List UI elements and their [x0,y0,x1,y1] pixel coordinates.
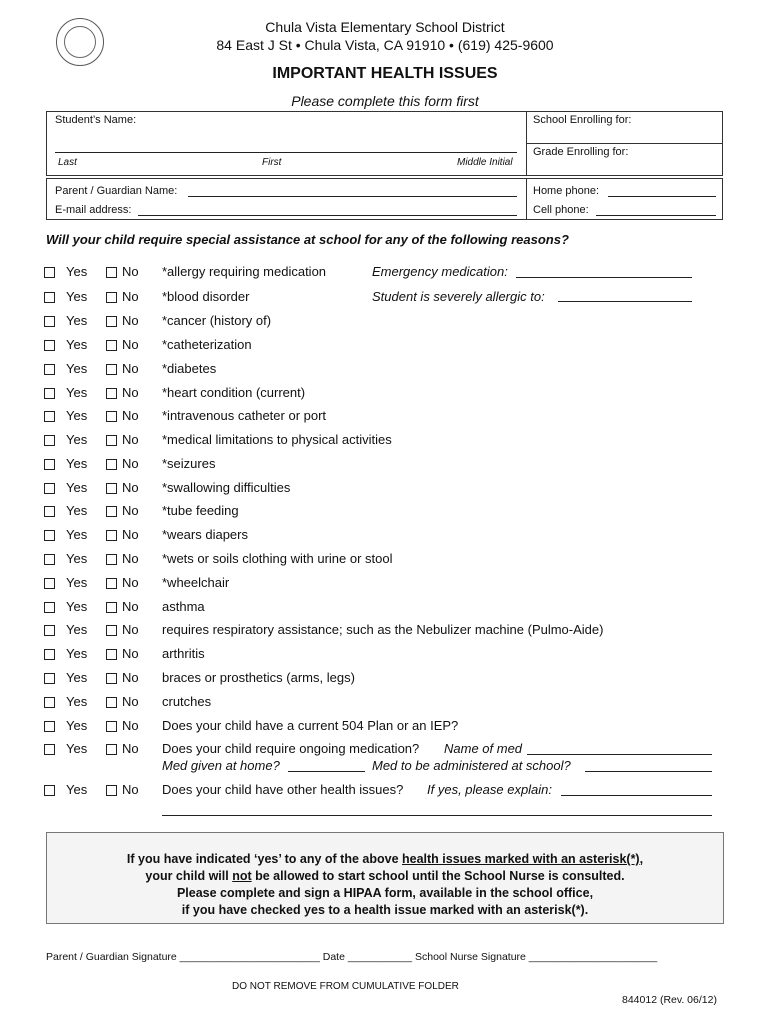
no-label: No [122,480,139,495]
form-number: 844012 (Rev. 06/12) [622,994,717,1006]
emergency-medication-label: Emergency medication: [372,264,508,279]
parent-name-label: Parent / Guardian Name: [55,185,178,197]
condition-label: arthritis [162,646,205,661]
condition-label: *wheelchair [162,575,230,590]
condition-label: *tube feeding [162,503,239,518]
cell-phone-line[interactable] [596,215,716,216]
no-label: No [122,408,139,423]
yes-label: Yes [66,480,88,495]
school-enrolling-label: School Enrolling for: [533,114,632,126]
notice-line-4: if you have checked yes to a health issue marked with an asterisk(*). [181,903,589,917]
no-checkbox[interactable] [106,364,117,375]
no-label: No [122,599,139,614]
no-label: No [122,313,139,328]
explain-line-1[interactable] [561,795,712,796]
no-checkbox[interactable] [106,459,117,470]
yes-label: Yes [66,622,88,637]
no-checkbox[interactable] [106,530,117,541]
no-checkbox[interactable] [106,721,117,732]
cell-phone-label: Cell phone: [533,204,589,216]
yes-label: Yes [66,551,88,566]
yes-checkbox[interactable] [44,554,55,565]
yes-checkbox[interactable] [44,459,55,470]
last-name-label: Last [58,157,77,168]
email-line[interactable] [138,215,517,216]
parent-name-line[interactable] [188,196,517,197]
yes-label: Yes [66,694,88,709]
no-label: No [122,456,139,471]
severe-allergy-line[interactable] [558,301,692,302]
condition-label: crutches [162,694,212,709]
name-of-med-label: Name of med [444,741,523,756]
yes-checkbox[interactable] [44,267,55,278]
yes-label: Yes [66,718,88,733]
yes-label: Yes [66,503,88,518]
form-title: IMPORTANT HEALTH ISSUES [272,65,498,82]
no-checkbox[interactable] [106,435,117,446]
assistance-question: Will your child require special assistance at school for any of the following reasons? [46,232,569,247]
condition-label: *intravenous catheter or port [162,408,327,423]
condition-label: *cancer (history of) [162,313,272,328]
grade-enrolling-label: Grade Enrolling for: [533,146,629,158]
student-name-label: Student’s Name: [55,114,137,126]
name-of-med-line[interactable] [527,754,712,755]
yes-checkbox[interactable] [44,435,55,446]
yes-checkbox[interactable] [44,721,55,732]
no-label: No [122,646,139,661]
condition-label: requires respiratory assistance; such as the Nebulizer machine (Pulmo-Aide) [162,622,604,637]
condition-label: *blood disorder [162,289,250,304]
no-label: No [122,361,139,376]
med-at-school-line[interactable] [585,771,712,772]
no-label: No [122,718,139,733]
yes-label: Yes [66,385,88,400]
no-label: No [122,782,139,797]
yes-checkbox[interactable] [44,340,55,351]
yes-label: Yes [66,782,88,797]
no-checkbox[interactable] [106,697,117,708]
form-subtitle: Please complete this form first [291,93,479,109]
signature-line[interactable]: Parent / Guardian Signature ________________________ Date ___________ School Nurse Signature ______________________ [46,951,658,963]
yes-checkbox[interactable] [44,649,55,660]
condition-label: *medical limitations to physical activities [162,432,392,447]
yes-checkbox[interactable] [44,697,55,708]
no-checkbox[interactable] [106,316,117,327]
explain-line-2[interactable] [162,815,712,816]
no-label: No [122,741,139,756]
notice-line-1: If you have indicated ‘yes’ to any of the above health issues marked with an asterisk(*), [126,852,644,866]
yes-label: Yes [66,646,88,661]
no-label: No [122,551,139,566]
yes-checkbox[interactable] [44,744,55,755]
yes-label: Yes [66,264,88,279]
yes-label: Yes [66,432,88,447]
asterisk-notice [46,832,724,924]
yes-checkbox[interactable] [44,506,55,517]
no-label: No [122,337,139,352]
condition-label: *catheterization [162,337,252,352]
no-label: No [122,527,139,542]
yes-checkbox[interactable] [44,483,55,494]
yes-label: Yes [66,575,88,590]
yes-checkbox[interactable] [44,292,55,303]
no-label: No [122,289,139,304]
yes-checkbox[interactable] [44,364,55,375]
home-phone-line[interactable] [608,196,716,197]
no-label: No [122,670,139,685]
yes-label: Yes [66,599,88,614]
district-address: 84 East J St • Chula Vista, CA 91910 • (619) 425-9600 [216,37,554,53]
no-checkbox[interactable] [106,785,117,796]
emergency-medication-line[interactable] [516,277,692,278]
condition-label: Does your child have other health issues? [162,782,404,797]
condition-label: *diabetes [162,361,217,376]
yes-label: Yes [66,670,88,685]
no-checkbox[interactable] [106,267,117,278]
no-checkbox[interactable] [106,625,117,636]
no-label: No [122,264,139,279]
no-checkbox[interactable] [106,411,117,422]
yes-label: Yes [66,313,88,328]
no-label: No [122,432,139,447]
severe-allergy-label: Student is severely allergic to: [372,289,545,304]
condition-label: Does your child require ongoing medication? [162,741,420,756]
yes-checkbox[interactable] [44,602,55,613]
no-checkbox[interactable] [106,292,117,303]
condition-label: *swallowing difficulties [162,480,291,495]
no-checkbox[interactable] [106,578,117,589]
first-name-label: First [262,157,282,168]
email-label: E-mail address: [55,204,132,216]
yes-checkbox[interactable] [44,785,55,796]
condition-label: Does your child have a current 504 Plan or an IEP? [162,718,459,733]
middle-initial-label: Middle Initial [457,157,513,168]
yes-checkbox[interactable] [44,388,55,399]
explain-label: If yes, please explain: [427,782,553,797]
condition-label: *wears diapers [162,527,248,542]
condition-label: braces or prosthetics (arms, legs) [162,670,355,685]
no-checkbox[interactable] [106,744,117,755]
no-label: No [122,694,139,709]
yes-checkbox[interactable] [44,578,55,589]
yes-label: Yes [66,527,88,542]
student-name-line[interactable] [55,152,517,153]
med-at-home-label: Med given at home? [162,758,280,773]
no-checkbox[interactable] [106,673,117,684]
yes-label: Yes [66,456,88,471]
condition-label: *wets or soils clothing with urine or stool [162,551,393,566]
no-label: No [122,575,139,590]
condition-label: *heart condition (current) [162,385,306,400]
no-label: No [122,622,139,637]
yes-checkbox[interactable] [44,625,55,636]
condition-label: *seizures [162,456,216,471]
no-checkbox[interactable] [106,483,117,494]
notice-line-3: Please complete and sign a HIPAA form, available in the school office, [176,886,594,900]
no-checkbox[interactable] [106,506,117,517]
yes-checkbox[interactable] [44,411,55,422]
yes-checkbox[interactable] [44,316,55,327]
no-checkbox[interactable] [106,554,117,565]
yes-checkbox[interactable] [44,673,55,684]
do-not-remove-note: DO NOT REMOVE FROM CUMULATIVE FOLDER [232,981,459,992]
notice-line-2: your child will not be allowed to start school until the School Nurse is consulted. [145,869,625,883]
condition-label: asthma [162,599,205,614]
med-at-school-label: Med to be administered at school? [372,758,571,773]
no-label: No [122,385,139,400]
condition-label: *allergy requiring medication [162,264,327,279]
no-checkbox[interactable] [106,340,117,351]
yes-label: Yes [66,337,88,352]
yes-label: Yes [66,741,88,756]
home-phone-label: Home phone: [533,185,600,197]
yes-label: Yes [66,408,88,423]
yes-checkbox[interactable] [44,530,55,541]
med-at-home-line[interactable] [288,771,365,772]
no-checkbox[interactable] [106,388,117,399]
yes-label: Yes [66,361,88,376]
no-checkbox[interactable] [106,649,117,660]
no-label: No [122,503,139,518]
district-name: Chula Vista Elementary School District [265,19,505,35]
no-checkbox[interactable] [106,602,117,613]
yes-label: Yes [66,289,88,304]
